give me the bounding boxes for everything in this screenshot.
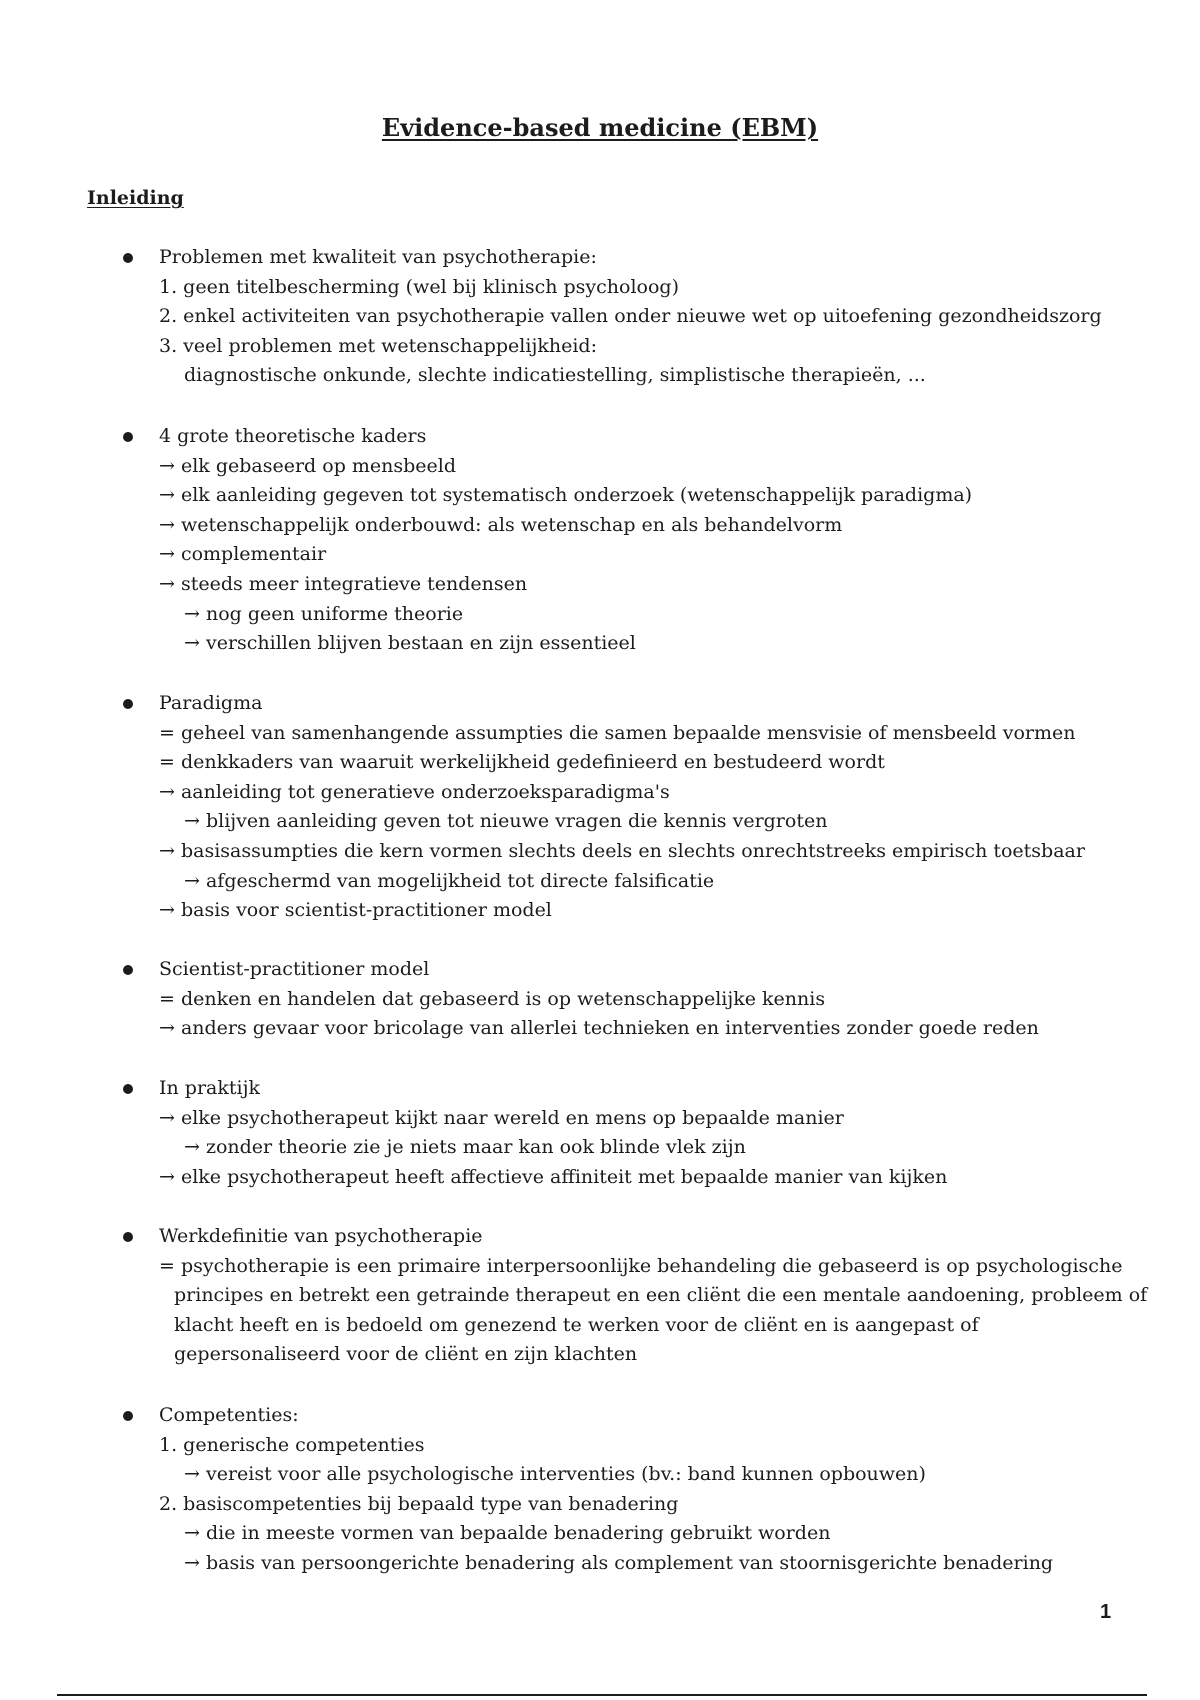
bullet-item-theoretische-kaders <box>0 422 1200 659</box>
page-bottom-divider <box>57 1694 1147 1696</box>
item-line: gepersonaliseerd voor de cliënt en zijn klachten <box>174 1343 638 1366</box>
bullet-dot-icon <box>123 253 133 263</box>
item-line: → vereist voor alle psychologische interventies (bv.: band kunnen opbouwen) <box>184 1463 926 1486</box>
item-heading: Paradigma <box>159 692 263 714</box>
bullet-item-werkdefinitie <box>0 1222 1200 1370</box>
item-heading: 4 grote theoretische kaders <box>159 425 427 447</box>
bullet-item-paradigma <box>0 689 1200 926</box>
item-line: → elke psychotherapeut kijkt naar wereld en mens op bepaalde manier <box>159 1106 844 1129</box>
item-line: diagnostische onkunde, slechte indicatiestelling, simplistische therapieën, ... <box>184 364 926 387</box>
item-line: → elk aanleiding gegeven tot systematisch onderzoek (wetenschappelijk paradigma) <box>159 484 973 507</box>
bullet-item-competenties <box>0 1401 1200 1579</box>
item-line: → basis van persoongerichte benadering als complement van stoornisgerichte benadering <box>184 1551 1054 1574</box>
item-line: → elke psychotherapeut heeft affectieve affiniteit met bepaalde manier van kijken <box>159 1165 948 1188</box>
item-line: 3. veel problemen met wetenschappelijkheid: <box>159 334 597 357</box>
item-line: → afgeschermd van mogelijkheid tot directe falsificatie <box>184 869 715 892</box>
item-line: → verschillen blijven bestaan en zijn essentieel <box>184 632 636 655</box>
bullet-dot-icon <box>123 1232 133 1242</box>
item-line: → complementair <box>159 543 327 566</box>
item-heading: Scientist-practitioner model <box>159 958 430 980</box>
item-line: principes en betrekt een getrainde therapeut en een cliënt die een mentale aandoening, probleem of <box>174 1284 1148 1307</box>
item-line: = psychotherapie is een primaire interpersoonlijke behandeling die gebaseerd is op psychologische <box>159 1254 1123 1277</box>
item-heading: Competenties: <box>159 1404 299 1426</box>
item-line: → aanleiding tot generatieve onderzoeksparadigma's <box>159 780 670 803</box>
section-heading-inleiding: Inleiding <box>87 187 184 209</box>
item-line: klacht heeft en is bedoeld om genezend te werken voor de cliënt en is aangepast of <box>174 1313 979 1336</box>
bullet-dot-icon <box>123 1084 133 1094</box>
page-number: 1 <box>1100 1601 1112 1623</box>
item-heading: Werkdefinitie van psychotherapie <box>159 1225 483 1247</box>
item-line: 1. geen titelbescherming (wel bij klinisch psycholoog) <box>159 275 680 298</box>
item-line: → steeds meer integratieve tendensen <box>159 572 528 595</box>
document-title: Evidence-based medicine (EBM) <box>381 113 819 142</box>
item-line: → anders gevaar voor bricolage van allerlei technieken en interventies zonder goede reden <box>159 1017 1039 1040</box>
bullet-item-scientist-practitioner <box>0 955 1200 1044</box>
item-line: 2. enkel activiteiten van psychotherapie vallen onder nieuwe wet op uitoefening gezondheidszorg <box>159 305 1102 328</box>
item-line: → die in meeste vormen van bepaalde benadering gebruikt worden <box>184 1522 831 1545</box>
item-line: 2. basiscompetenties bij bepaald type van benadering <box>159 1492 679 1515</box>
bullet-dot-icon <box>123 699 133 709</box>
bullet-dot-icon <box>123 965 133 975</box>
item-line: = denken en handelen dat gebaseerd is op wetenschappelijke kennis <box>159 987 826 1010</box>
item-heading: Problemen met kwaliteit van psychotherapie: <box>159 246 597 268</box>
item-line: → basis voor scientist-practitioner model <box>159 899 552 922</box>
bullet-dot-icon <box>123 1411 133 1421</box>
item-line: = denkkaders van waaruit werkelijkheid gedefinieerd en bestudeerd wordt <box>159 751 885 774</box>
item-line: 1. generische competenties <box>159 1433 425 1456</box>
item-line: → blijven aanleiding geven tot nieuwe vragen die kennis vergroten <box>184 810 828 833</box>
item-line: → wetenschappelijk onderbouwd: als wetenschap en als behandelvorm <box>159 513 843 536</box>
bullet-dot-icon <box>123 432 133 442</box>
item-line: → basisassumpties die kern vormen slechts deels en slechts onrechtstreeks empirisch toetsbaar <box>159 839 1085 862</box>
item-line: → zonder theorie zie je niets maar kan ook blinde vlek zijn <box>184 1136 746 1159</box>
bullet-item-problemen <box>0 243 1200 391</box>
item-heading: In praktijk <box>159 1077 260 1099</box>
item-line: → nog geen uniforme theorie <box>184 602 464 625</box>
item-line: = geheel van samenhangende assumpties die samen bepaalde mensvisie of mensbeeld vormen <box>159 721 1076 744</box>
item-line: → elk gebaseerd op mensbeeld <box>159 454 457 477</box>
bullet-item-in-praktijk <box>0 1074 1200 1192</box>
